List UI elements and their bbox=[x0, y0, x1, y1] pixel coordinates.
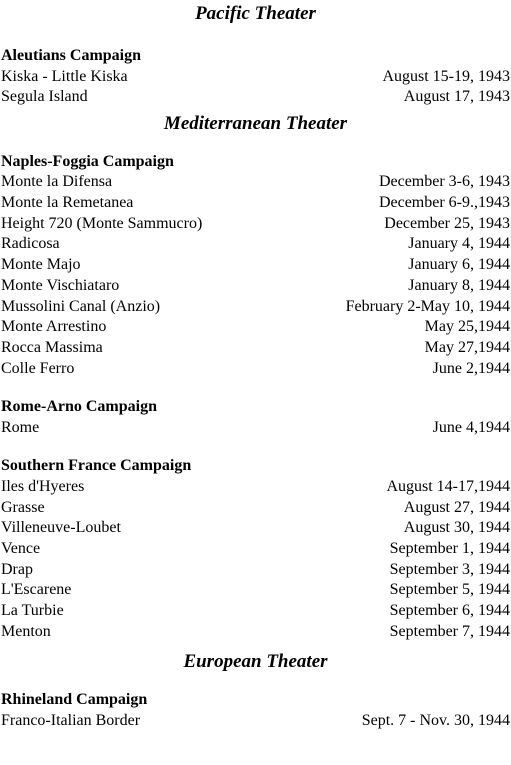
battle-place: Rome bbox=[1, 418, 40, 436]
battle-row bbox=[0, 622, 511, 643]
campaign-heading: Naples-Foggia Campaign bbox=[1, 152, 174, 170]
battle-date: January 8, 1944 bbox=[408, 276, 510, 294]
battle-row bbox=[0, 234, 511, 255]
battle-row bbox=[0, 539, 511, 560]
battle-date: December 6-9.,1943 bbox=[378, 194, 510, 212]
battle-row bbox=[0, 601, 511, 622]
battle-date: September 7, 1944 bbox=[389, 622, 510, 640]
battle-row bbox=[0, 580, 511, 601]
battle-place: Rocca Massima bbox=[1, 338, 103, 356]
battle-date: February 2-May 10, 1944 bbox=[345, 297, 510, 315]
battle-row bbox=[0, 214, 511, 235]
battle-place: Grasse bbox=[1, 498, 45, 516]
battle-date: September 5, 1944 bbox=[389, 581, 510, 599]
battle-row bbox=[0, 518, 511, 539]
battle-place: Vence bbox=[1, 540, 41, 557]
battle-row bbox=[0, 711, 511, 732]
battle-place: Villeneuve-Loubet bbox=[1, 519, 121, 537]
battle-place: Colle Ferro bbox=[1, 359, 75, 377]
battle-row bbox=[0, 172, 511, 193]
campaign-heading: Rhineland Campaign bbox=[1, 691, 148, 709]
battle-place: Menton bbox=[1, 622, 51, 640]
battle-date: August 17, 1943 bbox=[403, 88, 510, 106]
battle-place: Monte la Remetanea bbox=[1, 194, 134, 212]
battle-place: Monte la Difensa bbox=[1, 173, 113, 191]
battle-row bbox=[0, 276, 511, 297]
battle-row bbox=[0, 498, 511, 519]
pacific-theater-heading: Pacific Theater bbox=[195, 3, 316, 24]
campaign-heading: Rome-Arno Campaign bbox=[1, 398, 157, 416]
battle-date: January 6, 1944 bbox=[408, 256, 510, 274]
battle-place: Monte Vischiataro bbox=[1, 276, 120, 294]
battle-date: August 15-19, 1943 bbox=[382, 67, 510, 85]
battle-date: August 14-17,1944 bbox=[386, 477, 510, 495]
battle-place: Monte Majo bbox=[1, 256, 81, 274]
battle-date: December 3-6, 1943 bbox=[378, 173, 510, 191]
battle-date: December 25, 1943 bbox=[384, 214, 510, 232]
battle-row bbox=[0, 193, 511, 214]
battle-date: January 4, 1944 bbox=[408, 235, 510, 253]
battle-date: June 2,1944 bbox=[432, 359, 510, 377]
battle-place: Iles d'Hyeres bbox=[1, 477, 85, 495]
battle-place: Monte Arrestino bbox=[1, 318, 107, 336]
battle-date: May 25,1944 bbox=[424, 318, 510, 336]
battle-row bbox=[0, 560, 511, 581]
battle-date: Sept. 7 - Nov. 30, 1944 bbox=[361, 711, 510, 729]
battle-row bbox=[0, 359, 511, 380]
battle-row bbox=[0, 67, 511, 88]
battle-row bbox=[0, 87, 511, 108]
battle-date: September 3, 1944 bbox=[389, 560, 510, 578]
battle-row bbox=[0, 317, 511, 338]
battle-date: August 30, 1944 bbox=[403, 519, 510, 537]
battle-place: Kiska - Little Kiska bbox=[1, 67, 128, 85]
mediterranean-theater-heading: Mediterranean Theater bbox=[163, 112, 348, 134]
campaign-heading: Southern France Campaign bbox=[1, 457, 192, 475]
battle-place: Radicosa bbox=[1, 235, 60, 253]
battle-date: September 1, 1944 bbox=[389, 540, 510, 557]
battle-date: August 27, 1944 bbox=[403, 498, 510, 516]
battle-date: September 6, 1944 bbox=[389, 602, 510, 620]
european-theater-heading: European Theater bbox=[183, 651, 328, 673]
battle-place: Mussolini Canal (Anzio) bbox=[1, 297, 161, 315]
battle-place: Segula Island bbox=[1, 88, 88, 106]
battle-place: L'Escarene bbox=[1, 581, 72, 599]
battle-row bbox=[0, 477, 511, 498]
campaign-heading: Aleutians Campaign bbox=[1, 47, 142, 64]
battle-place: Franco-Italian Border bbox=[1, 711, 141, 729]
battle-row bbox=[0, 418, 511, 439]
battle-place: Height 720 (Monte Sammucro) bbox=[1, 214, 203, 232]
battle-place: La Turbie bbox=[1, 602, 64, 620]
battle-date: May 27,1944 bbox=[424, 338, 510, 356]
battle-row bbox=[0, 297, 511, 318]
battle-row bbox=[0, 338, 511, 359]
battle-date: June 4,1944 bbox=[432, 418, 510, 436]
battle-row bbox=[0, 255, 511, 276]
battle-place: Drap bbox=[1, 560, 33, 578]
